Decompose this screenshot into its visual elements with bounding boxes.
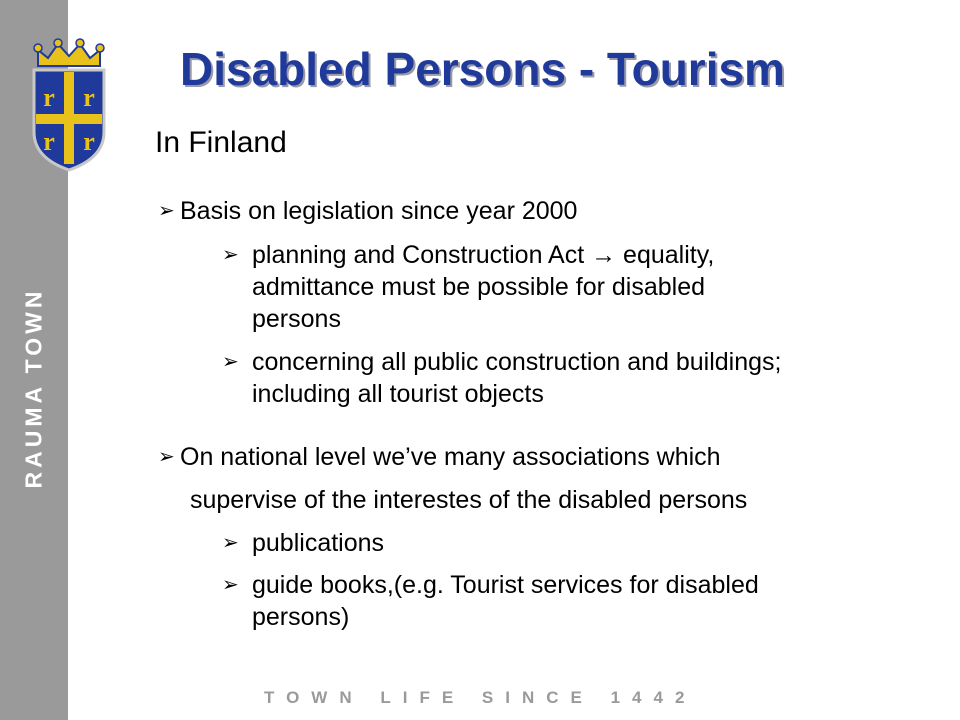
arrow-bullet-icon: ➢	[158, 446, 175, 468]
sub-bullet-public-construction-cont	[222, 378, 544, 410]
bullet-text: planning and Construction Act → equality,	[252, 241, 715, 269]
svg-text:r: r	[43, 127, 55, 156]
bullet-associations	[158, 441, 721, 473]
bullet-text: persons)	[252, 603, 350, 631]
sub-bullet-guide-books-cont	[222, 601, 349, 633]
sub-bullet-publications	[222, 527, 384, 559]
sub-bullet-planning-act	[222, 239, 714, 271]
bullet-text: guide books,(e.g. Tourist services for disabled	[252, 571, 759, 599]
bullet-text: supervise of the interestes of the disabled persons	[190, 486, 748, 514]
arrow-bullet-icon: ➢	[222, 532, 239, 554]
footer-tagline: TOWN LIFE SINCE 1442	[264, 688, 697, 707]
sub-bullet-public-construction	[222, 346, 782, 378]
bullet-text: publications	[252, 529, 385, 557]
coat-of-arms-icon	[28, 36, 110, 172]
svg-text:r: r	[83, 83, 95, 112]
svg-text:r: r	[43, 83, 55, 112]
sub-bullet-planning-act-cont	[222, 303, 341, 335]
sidebar-vertical-text: RAUMA TOWN	[20, 287, 47, 489]
bullet-legislation	[158, 195, 577, 227]
bullet-text: On national level we’ve many associations which	[180, 443, 721, 471]
arrow-bullet-icon: ➢	[222, 244, 239, 266]
bullet-text: concerning all public construction and buildings;	[252, 348, 782, 376]
bullet-text: persons	[252, 305, 341, 333]
bullet-text: Basis on legislation since year 2000	[180, 197, 578, 225]
slide-subtitle: In Finland	[155, 126, 287, 159]
bullet-text: admittance must be possible for disabled	[252, 273, 706, 301]
arrow-bullet-icon: ➢	[158, 200, 175, 222]
arrow-bullet-icon: ➢	[222, 574, 239, 596]
bullet-associations-cont	[190, 484, 747, 516]
arrow-bullet-icon: ➢	[222, 351, 239, 373]
slide-title: Disabled Persons - Tourism	[180, 43, 785, 95]
sub-bullet-guide-books	[222, 569, 759, 601]
svg-text:r: r	[83, 127, 95, 156]
sub-bullet-planning-act-cont	[222, 271, 705, 303]
bullet-text: including all tourist objects	[252, 380, 544, 408]
